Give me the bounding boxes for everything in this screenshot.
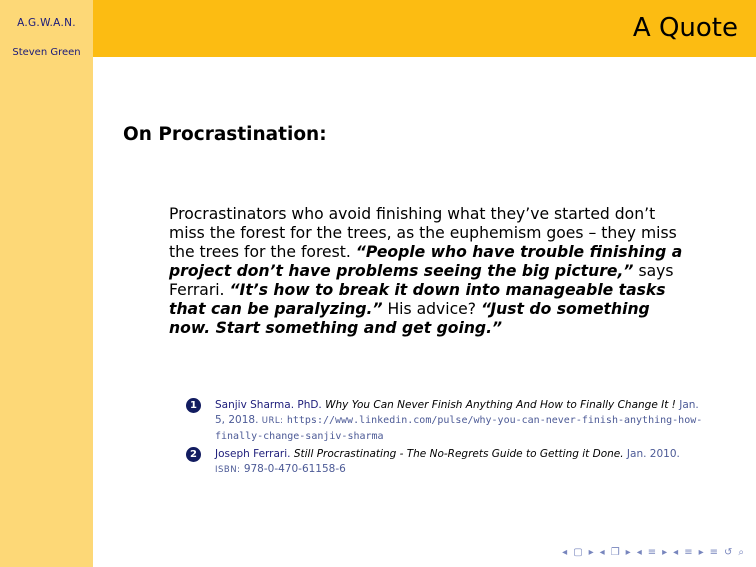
nav-left-arrow-icon[interactable]: ◂ bbox=[636, 547, 642, 558]
reference-isbn: 978-0-470-61158-6 bbox=[243, 463, 346, 475]
frame-title: A Quote bbox=[632, 13, 738, 43]
quote-part: says Ferrari. bbox=[169, 262, 674, 299]
nav-left-arrow-icon[interactable]: ◂ bbox=[562, 547, 568, 558]
nav-right-arrow-icon[interactable]: ▸ bbox=[662, 547, 668, 558]
reference-number-badge: 1 bbox=[186, 398, 201, 413]
nav-slide-icon[interactable]: ≡ bbox=[684, 547, 693, 558]
beamer-navigation-bar bbox=[562, 547, 744, 558]
reference-number-badge: 2 bbox=[186, 447, 201, 462]
reference-url-link[interactable]: https://www.linkedin.com/pulse/why-you-can-never-finish-anything-how-finally-change-sanjiv-sharma bbox=[215, 415, 703, 442]
reference-body bbox=[215, 398, 706, 444]
reference-date: Jan. 2010. bbox=[626, 448, 680, 460]
nav-right-arrow-icon[interactable]: ▸ bbox=[698, 547, 704, 558]
nav-frame-icon[interactable]: ▢ bbox=[573, 547, 583, 558]
nav-subsection-icon[interactable]: ❐ bbox=[610, 547, 620, 558]
nav-left-arrow-icon[interactable]: ◂ bbox=[673, 547, 679, 558]
quote-part: His advice? bbox=[382, 300, 482, 318]
reference-title: Still Procrastinating - The No-Regrets Guide to Getting it Done. bbox=[293, 448, 624, 460]
quote-text bbox=[169, 205, 694, 338]
nav-right-arrow-icon[interactable]: ▸ bbox=[588, 547, 594, 558]
reference-title: Why You Can Never Finish Anything And How to Finally Change It ! bbox=[325, 399, 676, 411]
reference-author: Sanjiv Sharma. PhD. bbox=[215, 399, 322, 411]
quote-emphasis: “It’s how to break it down into manageable tasks that can be paralyzing.” bbox=[169, 281, 666, 318]
reference-isbn-label: ISBN: bbox=[215, 465, 241, 475]
nav-section-icon[interactable]: ≡ bbox=[647, 547, 657, 558]
quote-part: Procrastinators who avoid finishing what they’ve started don’t miss the forest for the trees, as the euphemism goes – they miss the trees for the forest. bbox=[169, 205, 677, 261]
frame-header bbox=[93, 0, 756, 57]
nav-search-icon[interactable]: ⌕ bbox=[738, 547, 744, 558]
author-name[interactable]: Steven Green bbox=[12, 47, 81, 58]
nav-right-arrow-icon[interactable]: ▸ bbox=[625, 547, 631, 558]
reference-author: Joseph Ferrari. bbox=[215, 448, 291, 460]
sidebar bbox=[0, 0, 93, 567]
reference-item bbox=[186, 398, 706, 444]
reference-body bbox=[215, 447, 706, 478]
nav-undo-icon[interactable]: ↺ bbox=[724, 547, 733, 558]
block-title: On Procrastination: bbox=[123, 124, 327, 145]
reference-list bbox=[186, 398, 706, 481]
presentation-short-title[interactable]: A.G.W.A.N. bbox=[17, 17, 76, 29]
reference-date: Jan. 5, 2018. bbox=[215, 399, 699, 426]
nav-left-arrow-icon[interactable]: ◂ bbox=[599, 547, 605, 558]
quote-emphasis: “People who have trouble finishing a project don’t have problems seeing the big picture,” bbox=[169, 243, 683, 280]
reference-url-label: URL: bbox=[261, 416, 284, 426]
quote-emphasis: “Just do something now. Start something and get going.” bbox=[169, 300, 650, 337]
nav-align-icon[interactable]: ≡ bbox=[709, 547, 718, 558]
reference-item bbox=[186, 447, 706, 478]
